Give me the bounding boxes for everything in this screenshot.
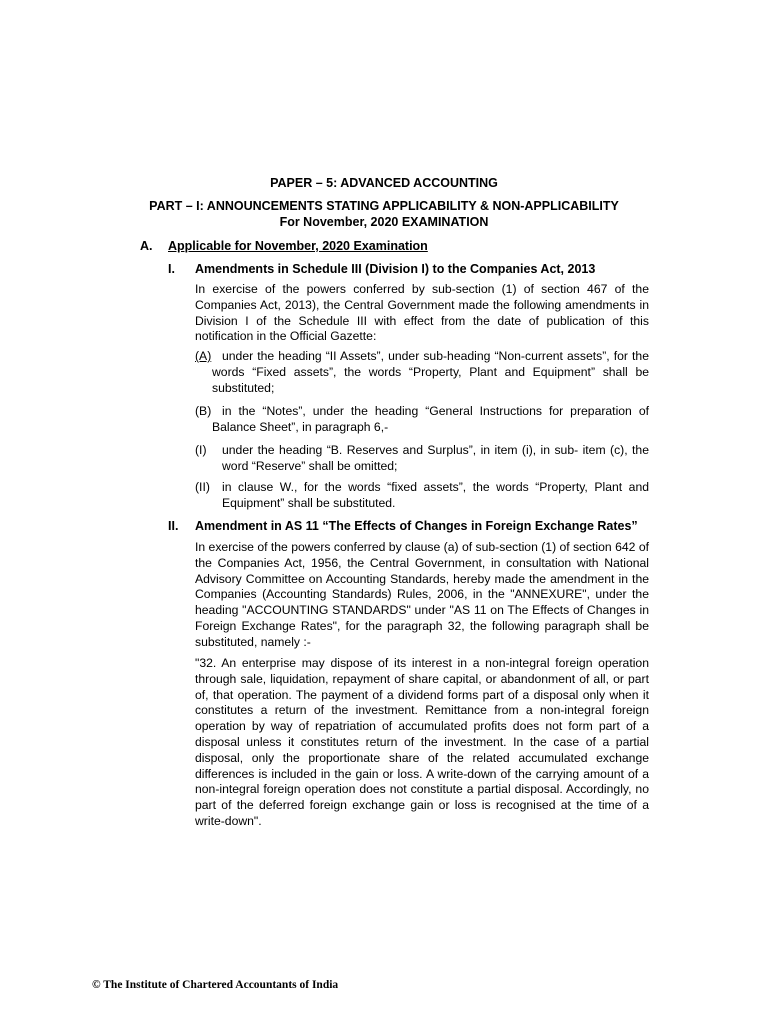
section-a-heading: Applicable for November, 2020 Examination bbox=[168, 239, 428, 253]
item-1-marker: I. bbox=[168, 262, 175, 276]
item-2-heading: Amendment in AS 11 “The Effects of Changes in Foreign Exchange Rates” bbox=[195, 519, 638, 533]
part-heading: PART – I: ANNOUNCEMENTS STATING APPLICABILITY & NON-APPLICABILITY bbox=[149, 199, 619, 213]
item-2-paragraph: In exercise of the powers conferred by clause (a) of sub-section (1) of section 642 of the Companies Act, 1956, the Central Government, in consultation with National Advisory Committee on Accounting Standards, hereby made the amendment in the Companies (Accounting Standards) Rules, 2006, in the "ANNEXURE", under the heading "ACCOUNTING STANDARDS" under "AS 11 on The Effects of Changes in Foreign Exchange Rates", for the paragraph 32, the following paragraph shall be substituted, namely :- bbox=[195, 540, 649, 649]
amended-paragraph-quote: "32. An enterprise may dispose of its interest in a non-integral foreign operation through sale, liquidation, repayment of share capital, or abandonment of all, or part of, that operation. The payment of a dividend forms part of a disposal only when it constitutes a return of the investment. Remittance from a non-integral foreign operation by way of repatriation of accumulated profits does not form part of a disposal unless it constitutes return of the investment. In the case of a partial disposal, only the proportionate share of the related accumulated exchange differences is included in the gain or loss. A write-down of the carrying amount of a non-integral foreign operation does not constitute a partial disposal. Accordingly, no part of the deferred foreign exchange gain or loss is recognised at the time of a write-down". bbox=[195, 656, 649, 828]
item-1-heading: Amendments in Schedule III (Division I) to the Companies Act, 2013 bbox=[195, 262, 596, 276]
clause-i-text: under the heading “B. Reserves and Surplus”, in item (i), in sub- item (c), the word “Reserve” shall be omitted; bbox=[222, 443, 649, 473]
clause-ii-text: in clause W., for the words “fixed assets”, the words “Property, Plant and Equipment” shall be substituted. bbox=[222, 480, 649, 510]
clause-ii-marker: (II) bbox=[195, 480, 210, 494]
clause-a-marker bbox=[195, 349, 211, 365]
paper-title: PAPER – 5: ADVANCED ACCOUNTING bbox=[270, 176, 498, 190]
clause-a-marker-text: (A) bbox=[195, 349, 212, 363]
exam-heading: For November, 2020 EXAMINATION bbox=[279, 215, 489, 229]
clause-i-marker: (I) bbox=[195, 443, 207, 457]
footer-copyright: © The Institute of Chartered Accountants of India bbox=[92, 979, 339, 991]
section-a-marker: A. bbox=[140, 239, 153, 253]
clause-b-text: in the “Notes”, under the heading “General Instructions for preparation of Balance Sheet”, in paragraph 6,- bbox=[212, 404, 649, 434]
item-1-paragraph: In exercise of the powers conferred by sub-section (1) of section 467 of the Companies Act, 2013), the Central Government made the following amendments in Division I of the Schedule III with effect from the date of publication of this notification in the Official Gazette: bbox=[195, 282, 649, 344]
clause-a-text: under the heading “II Assets”, under sub-heading “Non-current assets”, for the words “Fixed assets”, the words “Property, Plant and Equipment” shall be substituted; bbox=[212, 349, 649, 395]
item-2-marker: II. bbox=[168, 519, 179, 533]
clause-b-marker: (B) bbox=[195, 404, 212, 418]
